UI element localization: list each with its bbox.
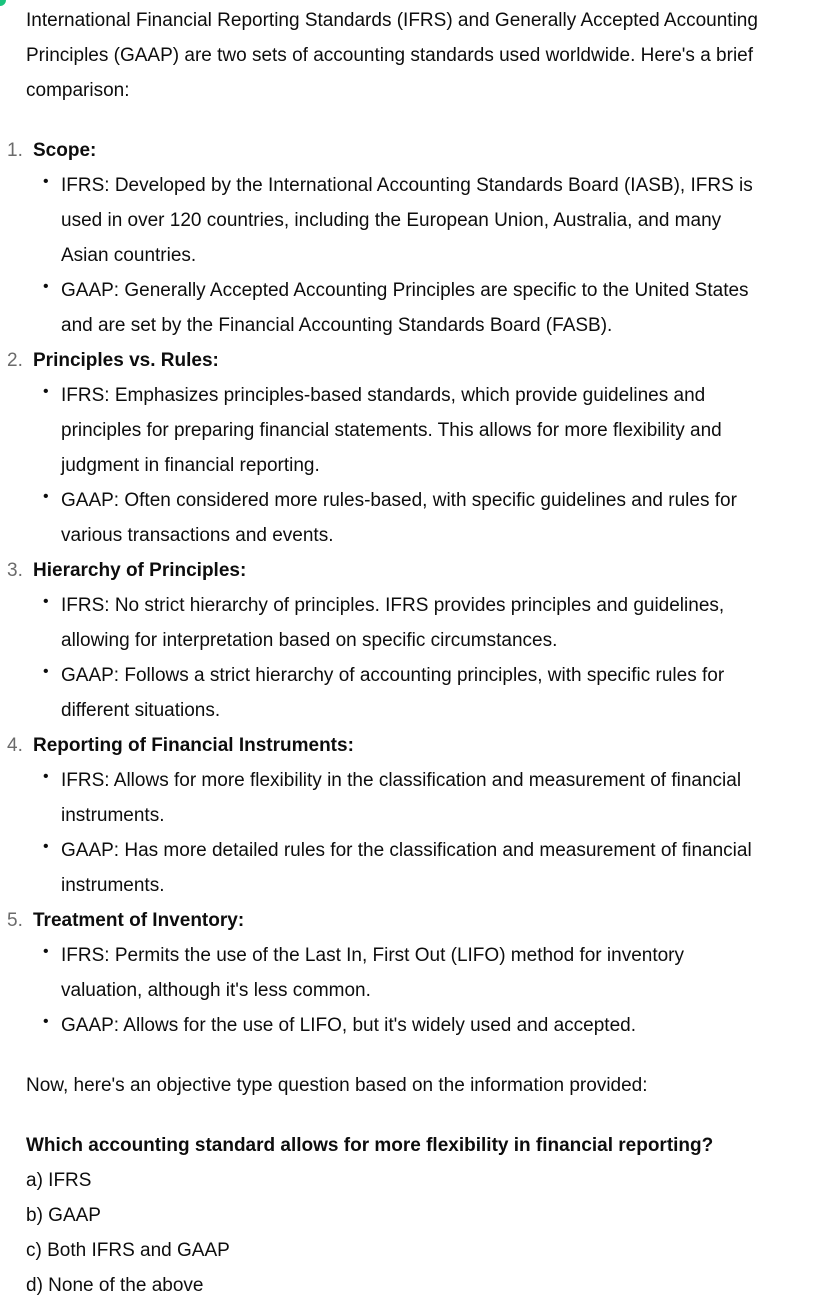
section-number: 2. xyxy=(7,350,23,371)
option-c: c) Both IFRS and GAAP xyxy=(26,1240,230,1261)
bullet-item xyxy=(33,938,770,1008)
bullet-item xyxy=(33,378,770,483)
outro-paragraph: Now, here's an objective type question based on the information provided: xyxy=(26,1075,648,1096)
section-principles-vs-rules xyxy=(0,343,770,553)
option-a: a) IFRS xyxy=(26,1170,92,1191)
section-number: 5. xyxy=(7,910,23,931)
bullet-icon: • xyxy=(43,663,49,680)
bullet-icon: • xyxy=(43,943,49,960)
bullet-text: GAAP: Follows a strict hierarchy of accounting principles, with specific rules for different situations. xyxy=(61,665,725,721)
bullet-list xyxy=(33,763,770,903)
bullet-text: IFRS: Developed by the International Accounting Standards Board (IASB), IFRS is used in over 120 countries, including the European Union, Australia, and many Asian countries. xyxy=(61,175,753,266)
message-content xyxy=(7,3,796,1303)
bullet-item xyxy=(33,168,770,273)
bullet-icon: • xyxy=(43,488,49,505)
question-text: Which accounting standard allows for more flexibility in financial reporting? xyxy=(26,1135,714,1156)
bullet-text: GAAP: Has more detailed rules for the classification and measurement of financial instruments. xyxy=(61,840,752,896)
bullet-icon: • xyxy=(43,838,49,855)
bullet-text: IFRS: Permits the use of the Last In, First Out (LIFO) method for inventory valuation, although it's less common. xyxy=(61,945,685,1001)
bullet-item xyxy=(33,483,770,553)
bullet-list xyxy=(33,378,770,553)
section-number: 1. xyxy=(7,140,23,161)
section-hierarchy xyxy=(0,553,770,728)
section-title: Scope: xyxy=(33,140,97,161)
section-financial-instruments xyxy=(0,728,770,903)
option-d: d) None of the above xyxy=(26,1275,204,1296)
bullet-text: IFRS: Emphasizes principles-based standards, which provide guidelines and principles for preparing financial statements. This allows for more flexibility and judgment in financial reporting. xyxy=(61,385,722,476)
bullet-icon: • xyxy=(43,383,49,400)
bullet-item xyxy=(33,833,770,903)
bullet-item xyxy=(33,763,770,833)
assistant-avatar-icon xyxy=(0,0,6,6)
bullet-icon: • xyxy=(43,768,49,785)
bullet-list xyxy=(33,588,770,728)
option-b: b) GAAP xyxy=(26,1205,101,1226)
section-title: Hierarchy of Principles: xyxy=(33,560,247,581)
section-title: Treatment of Inventory: xyxy=(33,910,245,931)
bullet-item xyxy=(33,1008,770,1043)
section-title: Reporting of Financial Instruments: xyxy=(33,735,354,756)
section-scope xyxy=(0,133,770,343)
bullet-item xyxy=(33,658,770,728)
intro-paragraph: International Financial Reporting Standards (IFRS) and Generally Accepted Accounting Principles (GAAP) are two sets of accounting standards used worldwide. Here's a brief comparison: xyxy=(26,10,758,101)
bullet-icon: • xyxy=(43,173,49,190)
bullet-list xyxy=(33,938,770,1043)
bullet-text: GAAP: Generally Accepted Accounting Principles are specific to the United States and are set by the Financial Accounting Standards Board (FASB). xyxy=(61,280,749,336)
section-number: 3. xyxy=(7,560,23,581)
bullet-text: IFRS: No strict hierarchy of principles. IFRS provides principles and guidelines, allowing for interpretation based on specific circumstances. xyxy=(61,595,725,651)
bullet-icon: • xyxy=(43,593,49,610)
bullet-text: IFRS: Allows for more flexibility in the classification and measurement of financial instruments. xyxy=(61,770,742,826)
bullet-text: GAAP: Often considered more rules-based, with specific guidelines and rules for various transactions and events. xyxy=(61,490,737,546)
bullet-icon: • xyxy=(43,278,49,295)
bullet-icon: • xyxy=(43,1013,49,1030)
bullet-text: GAAP: Allows for the use of LIFO, but it's widely used and accepted. xyxy=(61,1015,636,1036)
comparison-list xyxy=(0,133,770,1043)
section-number: 4. xyxy=(7,735,23,756)
bullet-item xyxy=(33,588,770,658)
bullet-item xyxy=(33,273,770,343)
section-title: Principles vs. Rules: xyxy=(33,350,219,371)
section-inventory xyxy=(0,903,770,1043)
bullet-list xyxy=(33,168,770,343)
